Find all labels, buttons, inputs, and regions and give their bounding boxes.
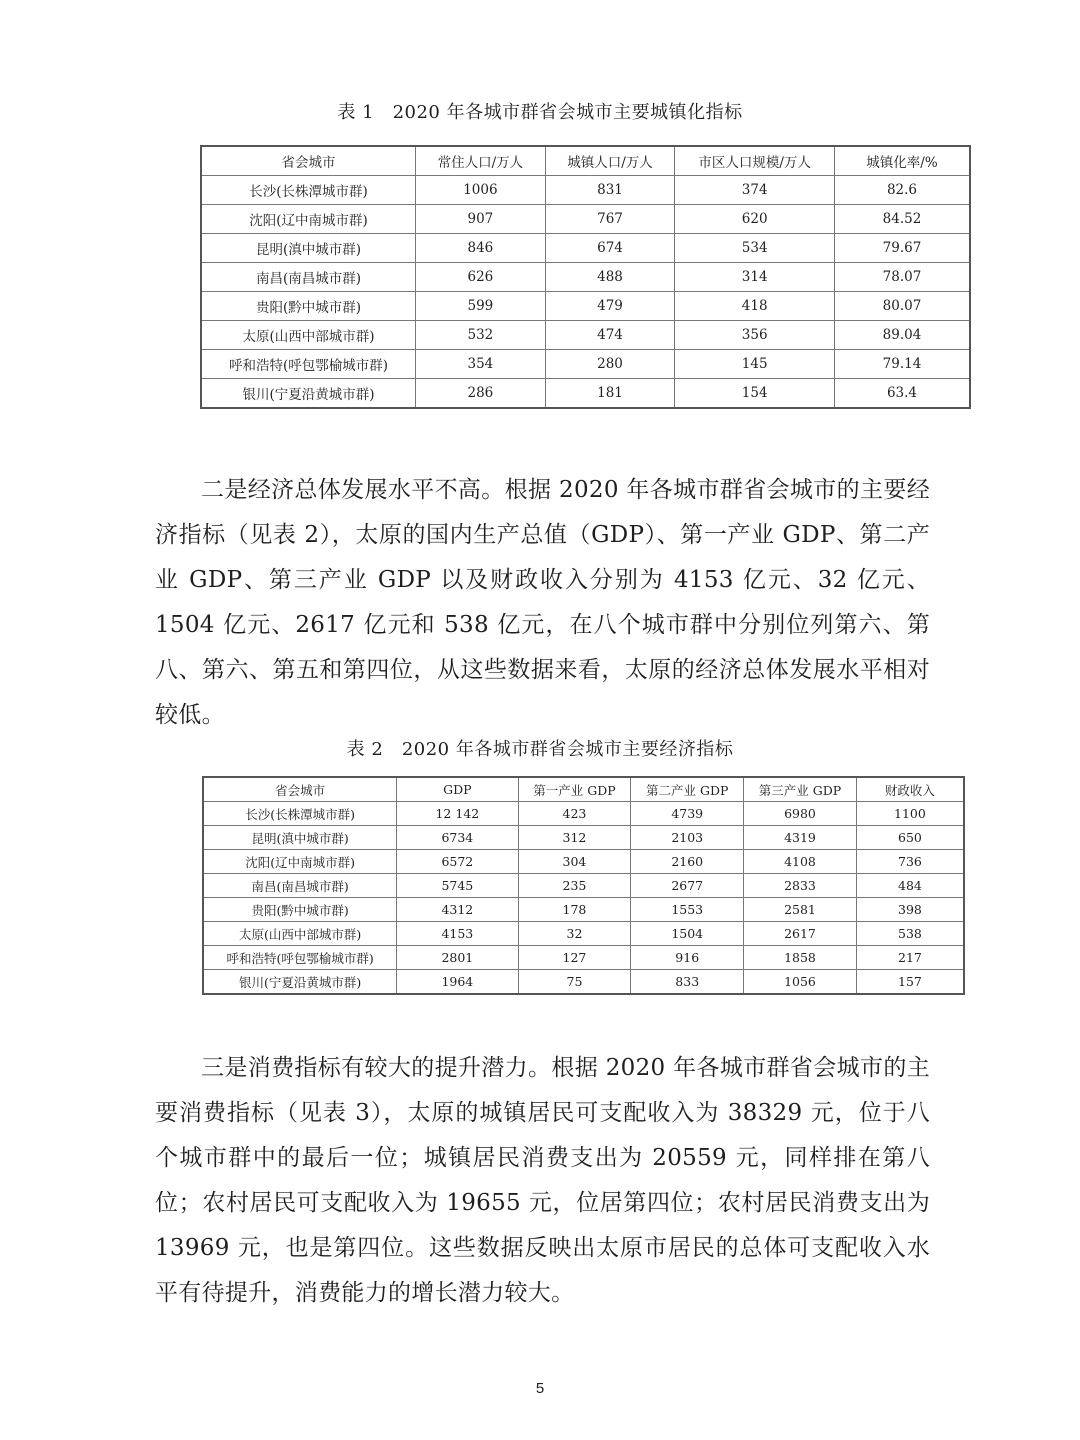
table-cell: 181 [545, 379, 675, 409]
table-cell: 1858 [744, 946, 857, 970]
table-cell: 太原(山西中部城市群) [203, 922, 397, 946]
table-row [203, 898, 964, 922]
page-number: 5 [535, 1380, 545, 1397]
table-cell: 84.52 [834, 205, 970, 234]
table-row [203, 970, 964, 995]
table-cell: 127 [518, 946, 631, 970]
table-cell: 354 [416, 350, 546, 379]
table-cell: 356 [675, 321, 835, 350]
table-row [203, 850, 964, 874]
table-cell: 599 [416, 292, 546, 321]
table-cell: 75 [518, 970, 631, 995]
table-cell: 178 [518, 898, 631, 922]
table-cell: 418 [675, 292, 835, 321]
table1-caption: 表 1 2020 年各城市群省会城市主要城镇化指标 [337, 102, 743, 123]
table-cell: 银川(宁夏沿黄城市群) [203, 970, 397, 995]
table-cell: 314 [675, 263, 835, 292]
table1-header: 城镇化率/% [834, 146, 970, 176]
table1 [200, 145, 971, 409]
table-cell: 78.07 [834, 263, 970, 292]
table-row [201, 379, 970, 409]
table-cell: 2677 [631, 874, 744, 898]
table-cell: 2581 [744, 898, 857, 922]
table-cell: 63.4 [834, 379, 970, 409]
table-cell: 423 [518, 802, 631, 826]
table-cell: 4312 [397, 898, 518, 922]
table-cell: 1504 [631, 922, 744, 946]
table-cell: 479 [545, 292, 675, 321]
table-cell: 昆明(滇中城市群) [203, 826, 397, 850]
table-cell: 79.67 [834, 234, 970, 263]
table-cell: 银川(宁夏沿黄城市群) [201, 379, 416, 409]
table-cell: 4108 [744, 850, 857, 874]
table-cell: 488 [545, 263, 675, 292]
table-cell: 长沙(长株潭城市群) [203, 802, 397, 826]
table1-header: 市区人口规模/万人 [675, 146, 835, 176]
table-cell: 157 [856, 970, 964, 995]
table-cell: 贵阳(黔中城市群) [201, 292, 416, 321]
table-cell: 沈阳(辽中南城市群) [203, 850, 397, 874]
table-cell: 4319 [744, 826, 857, 850]
table1-header: 城镇人口/万人 [545, 146, 675, 176]
table-cell: 79.14 [834, 350, 970, 379]
table-cell: 6734 [397, 826, 518, 850]
table-cell: 1006 [416, 176, 546, 205]
paragraph-consumption: 三是消费指标有较大的提升潜力。根据 2020 年各城市群省会城市的主要消费指标（见表 3），太原的城镇居民可支配收入为 38329 元，位于八个城市群中的最后一位；城镇居民消费支出为 20559 元，同样排在第八位；农村居民可支配收入为 19655 元，位居第四位；农村居民消费支出为 13969 元，也是第四位。这些数据反映出太原市居民的总体可支配收入水平有待提升，消费能力的增长潜力较大。 [155, 1055, 930, 1306]
table-cell: 846 [416, 234, 546, 263]
table-cell: 32 [518, 922, 631, 946]
table-cell: 916 [631, 946, 744, 970]
table-cell: 2103 [631, 826, 744, 850]
table-cell: 南昌(南昌城市群) [203, 874, 397, 898]
table-cell: 650 [856, 826, 964, 850]
table1-header: 常住人口/万人 [416, 146, 546, 176]
table-cell: 538 [856, 922, 964, 946]
table-cell: 南昌(南昌城市群) [201, 263, 416, 292]
table-cell: 736 [856, 850, 964, 874]
table-row [203, 874, 964, 898]
table-cell: 2833 [744, 874, 857, 898]
table2-header: 财政收入 [856, 777, 964, 802]
table1-header: 省会城市 [201, 146, 416, 176]
table-row [201, 292, 970, 321]
table-row [201, 176, 970, 205]
table-cell: 286 [416, 379, 546, 409]
table-cell: 534 [675, 234, 835, 263]
table-cell: 907 [416, 205, 546, 234]
table-row [201, 350, 970, 379]
table2-header: 第二产业 GDP [631, 777, 744, 802]
table2-header: 省会城市 [203, 777, 397, 802]
table-cell: 6572 [397, 850, 518, 874]
table-cell: 374 [675, 176, 835, 205]
table-cell: 80.07 [834, 292, 970, 321]
table-cell: 4739 [631, 802, 744, 826]
table-cell: 154 [675, 379, 835, 409]
table-cell: 1056 [744, 970, 857, 995]
table-cell: 280 [545, 350, 675, 379]
table-cell: 620 [675, 205, 835, 234]
table-cell: 2617 [744, 922, 857, 946]
table-cell: 474 [545, 321, 675, 350]
table1-header-row [201, 146, 970, 176]
table-cell: 1553 [631, 898, 744, 922]
table-cell: 484 [856, 874, 964, 898]
table-cell: 767 [545, 205, 675, 234]
table-cell: 831 [545, 176, 675, 205]
table2 [202, 776, 965, 995]
table-cell: 昆明(滇中城市群) [201, 234, 416, 263]
table2-caption: 表 2 2020 年各城市群省会城市主要经济指标 [346, 739, 734, 760]
table-cell: 217 [856, 946, 964, 970]
table-cell: 674 [545, 234, 675, 263]
table-cell: 2160 [631, 850, 744, 874]
table-row [201, 234, 970, 263]
table-cell: 呼和浩特(呼包鄂榆城市群) [201, 350, 416, 379]
table2-header-row [203, 777, 964, 802]
table-cell: 呼和浩特(呼包鄂榆城市群) [203, 946, 397, 970]
paragraph-economy: 二是经济总体发展水平不高。根据 2020 年各城市群省会城市的主要经济指标（见表 2），太原的国内生产总值（GDP）、第一产业 GDP、第二产业 GDP、第三产业 GDP 以及财政收入分别为 4153 亿元、32 亿元、1504 亿元、2617 亿元和 538 亿元，在八个城市群中分别位列第六、第八、第六、第五和第四位，从这些数据来看，太原的经济总体发展水平相对较低。 [155, 477, 930, 728]
table-cell: 89.04 [834, 321, 970, 350]
table-cell: 312 [518, 826, 631, 850]
table-cell: 235 [518, 874, 631, 898]
table2-header: 第一产业 GDP [518, 777, 631, 802]
table2-header: GDP [397, 777, 518, 802]
table-cell: 太原(山西中部城市群) [201, 321, 416, 350]
table-cell: 沈阳(辽中南城市群) [201, 205, 416, 234]
table-cell: 12 142 [397, 802, 518, 826]
table-row [203, 922, 964, 946]
table-cell: 6980 [744, 802, 857, 826]
table-cell: 1964 [397, 970, 518, 995]
table-cell: 398 [856, 898, 964, 922]
table-row [203, 946, 964, 970]
table-cell: 626 [416, 263, 546, 292]
table-row [203, 802, 964, 826]
table-cell: 2801 [397, 946, 518, 970]
table-row [201, 263, 970, 292]
table-row [203, 826, 964, 850]
table-row [201, 205, 970, 234]
table-cell: 1100 [856, 802, 964, 826]
table-cell: 145 [675, 350, 835, 379]
table-cell: 833 [631, 970, 744, 995]
table-row [201, 321, 970, 350]
table-cell: 82.6 [834, 176, 970, 205]
table-cell: 304 [518, 850, 631, 874]
table-cell: 4153 [397, 922, 518, 946]
table-cell: 532 [416, 321, 546, 350]
table-cell: 贵阳(黔中城市群) [203, 898, 397, 922]
table2-header: 第三产业 GDP [744, 777, 857, 802]
table-cell: 5745 [397, 874, 518, 898]
table-cell: 长沙(长株潭城市群) [201, 176, 416, 205]
